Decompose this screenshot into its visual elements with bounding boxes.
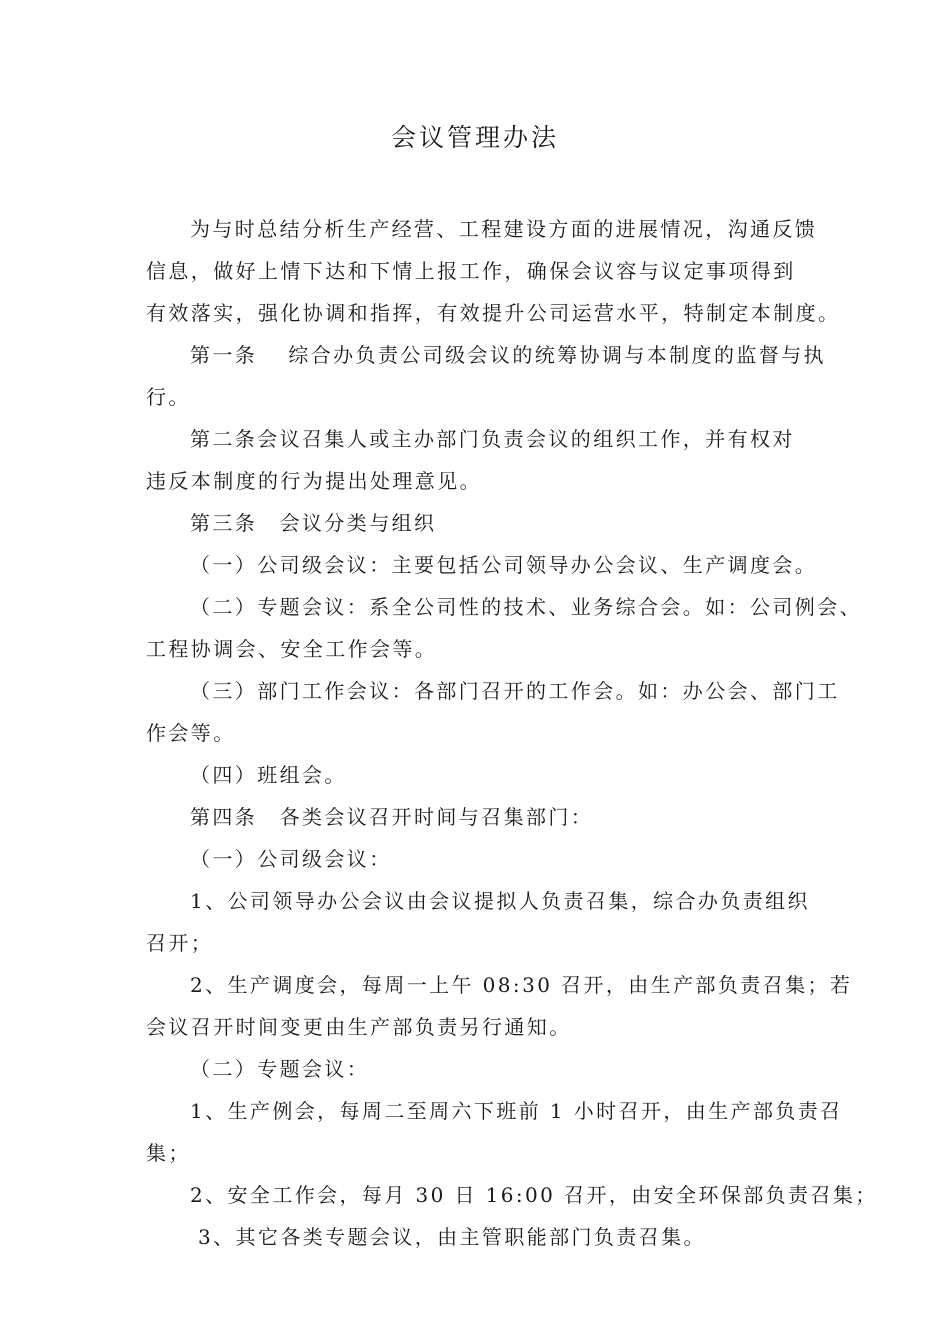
paragraph-line: 集；: [146, 1141, 191, 1165]
paragraph-line: （二）专题会议：: [190, 1057, 370, 1081]
paragraph-line: （一）公司级会议：主要包括公司领导办公会议、生产调度会。: [190, 553, 818, 577]
paragraph-line: 信息，做好上情下达和下情上报工作，确保会议容与议定事项得到: [146, 259, 796, 283]
paragraph-line: 行。: [146, 385, 191, 409]
paragraph-line: 2、生产调度会，每周一上午 08:30 召开，由生产部负责召集；若: [190, 973, 853, 997]
paragraph-line: （三）部门工作会议：各部门召开的工作会。如：办公会、部门工: [190, 679, 840, 703]
paragraph-line: 会议召开时间变更由生产部负责另行通知。: [146, 1015, 572, 1039]
paragraph-line: 为与时总结分析生产经营、工程建设方面的进展情况，沟通反馈: [190, 217, 818, 241]
paragraph-line: 2、安全工作会，每月 30 日 16:00 召开，由安全环保部负责召集；: [190, 1183, 878, 1207]
paragraph-line: 1、公司领导办公会议由会议提拟人负责召集，综合办负责组织: [190, 889, 810, 913]
paragraph-line: 有效落实，强化协调和指挥，有效提升公司运营水平，特制定本制度。: [146, 301, 841, 325]
paragraph-line: 第一条 综合办负责公司级会议的统筹协调与本制度的监督与执: [190, 343, 826, 367]
paragraph-line: 1、生产例会，每周二至周六下班前 1 小时召开，由生产部负责召: [190, 1099, 843, 1123]
paragraph-line: 违反本制度的行为提出处理意见。: [146, 469, 482, 493]
document-title: 会议管理办法: [390, 123, 559, 152]
paragraph-line: （一）公司级会议：: [190, 847, 392, 871]
paragraph-line: 作会等。: [146, 721, 236, 745]
paragraph-line: （四）班组会。: [190, 763, 347, 787]
paragraph-line: 第二条会议召集人或主办部门负责会议的组织工作，并有权对: [190, 427, 795, 451]
paragraph-line: 工程协调会、安全工作会等。: [146, 637, 438, 661]
paragraph-line: 3、其它各类专题会议，由主管职能部门负责召集。: [198, 1225, 706, 1249]
paragraph-line: 召开；: [146, 931, 214, 955]
paragraph-line: （二）专题会议：系全公司性的技术、业务综合会。如：公司例会、: [190, 595, 862, 619]
paragraph-line: 第三条 会议分类与组织: [190, 511, 437, 535]
paragraph-line: 第四条 各类会议召开时间与召集部门：: [190, 805, 594, 829]
